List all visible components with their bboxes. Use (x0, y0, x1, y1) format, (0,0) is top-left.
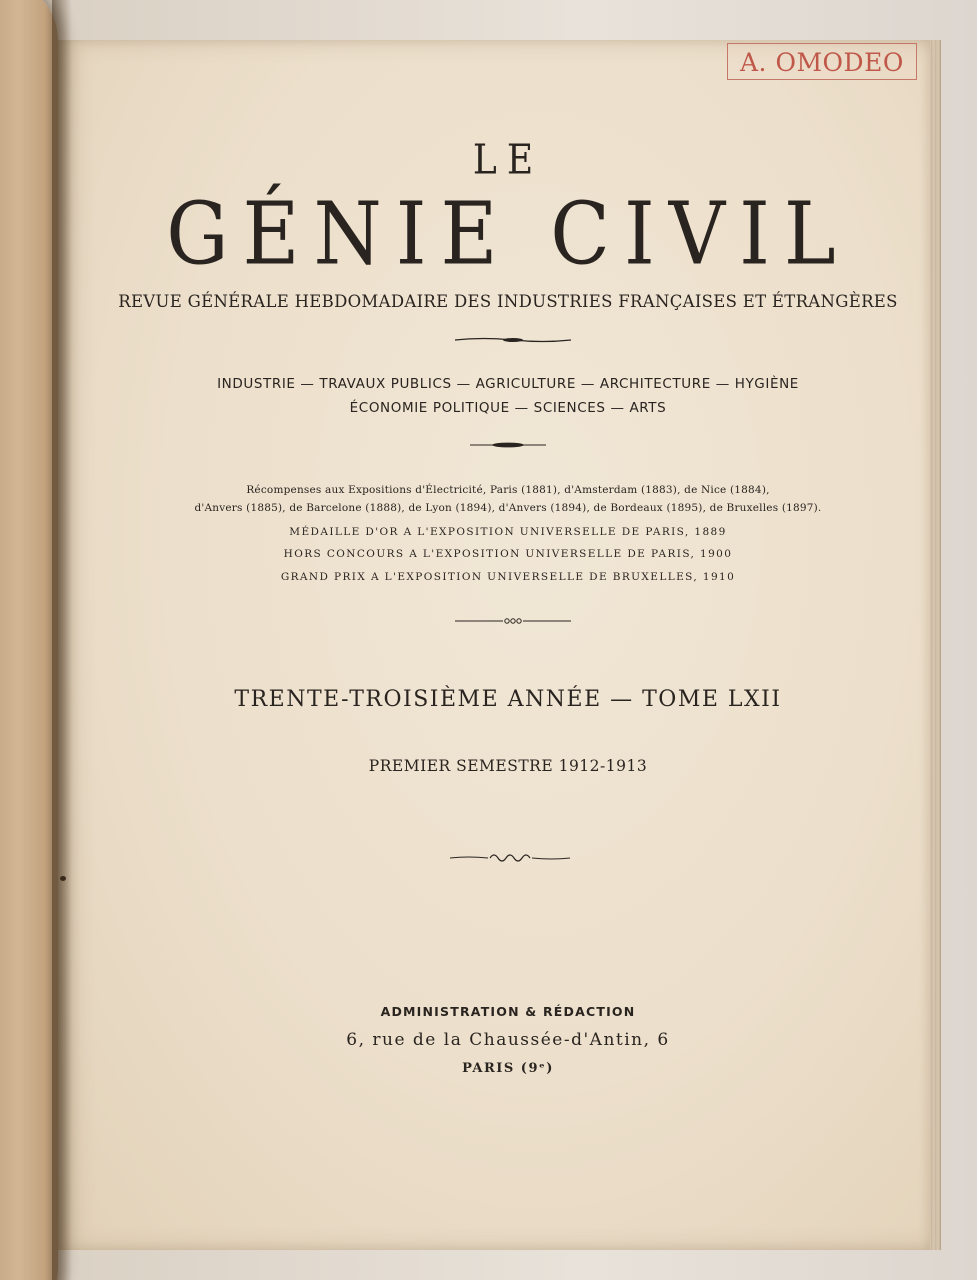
rule-ornament-4 (448, 851, 572, 865)
volume-semester: PREMIER SEMESTRE 1912-1913 (368, 757, 648, 775)
awards-line-3: MÉDAILLE D'OR A L'EXPOSITION UNIVERSELLE DE PARIS, 1889 (289, 526, 727, 538)
publisher-city: PARIS (9ᵉ) (462, 1061, 554, 1076)
awards-line-4: HORS CONCOURS A L'EXPOSITION UNIVERSELLE DE PARIS, 1900 (283, 548, 733, 560)
rule-ornament-3 (453, 616, 573, 626)
topics-line-1: INDUSTRIE — TRAVAUX PUBLICS — AGRICULTURE — ARCHITECTURE — HYGIÈNE (217, 376, 799, 392)
title-page (58, 40, 930, 1250)
book-gutter-shadow (52, 0, 72, 1280)
left-facing-page (0, 0, 58, 1280)
publisher-admin: ADMINISTRATION & RÉDACTION (380, 1004, 636, 1019)
volume-year: TRENTE-TROISIÈME ANNÉE — TOME LXII (234, 687, 782, 712)
publisher-address: 6, rue de la Chaussée-d'Antin, 6 (346, 1030, 670, 1050)
awards-line-2: d'Anvers (1885), de Barcelone (1888), de Lyon (1894), d'Anvers (1894), de Bordeaux (1895), de Bruxelles (1897). (194, 502, 822, 514)
topics-line-2: ÉCONOMIE POLITIQUE — SCIENCES — ARTS (349, 400, 667, 416)
owner-stamp: A. OMODEO (727, 43, 917, 80)
masthead-title: GÉNIE CIVIL (166, 185, 850, 285)
awards-line-1: Récompenses aux Expositions d'Électricité, Paris (1881), d'Amsterdam (1883), de Nice (1884), (246, 484, 770, 496)
paper-speck (60, 876, 66, 881)
rule-ornament-2 (468, 441, 548, 449)
rule-ornament-1 (453, 336, 573, 344)
awards-line-5: GRAND PRIX A L'EXPOSITION UNIVERSELLE DE BRUXELLES, 1910 (280, 571, 736, 583)
masthead-subtitle: REVUE GÉNÉRALE HEBDOMADAIRE DES INDUSTRIES FRANÇAISES ET ÉTRANGÈRES (118, 292, 898, 311)
masthead-article: LE (472, 136, 544, 185)
